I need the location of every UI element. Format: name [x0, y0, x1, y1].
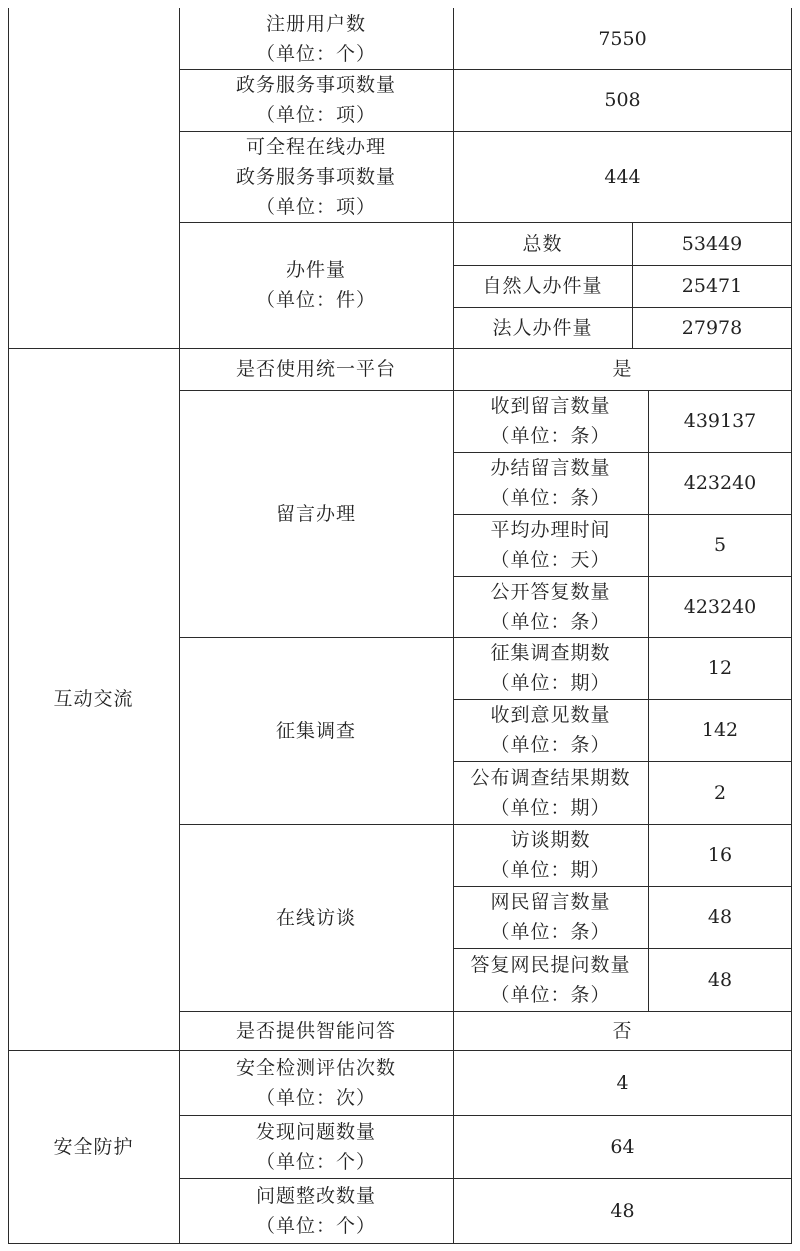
sub-label-legal-person: 法人办件量 [492, 316, 593, 339]
table-divider [453, 948, 792, 949]
sub-label-avg-time [453, 514, 648, 576]
value-security-checks: 4 [616, 1071, 629, 1094]
row-label-unified-platform: 是否使用统一平台 [235, 358, 396, 380]
row-label-problems-found [179, 1115, 453, 1178]
label-text: 公布调查结果期数 [470, 766, 631, 789]
row-label-online-items [179, 131, 453, 222]
sub-label-natural-person: 自然人办件量 [482, 275, 603, 297]
table-divider [179, 637, 792, 638]
table-border [791, 8, 792, 1244]
row-label-security-checks [179, 1050, 453, 1115]
value-interview-periods: 16 [707, 844, 733, 866]
value-survey-periods: 12 [707, 657, 733, 679]
label-text: 收到意见数量 [490, 704, 611, 726]
sub-label-replies-to-netizens [453, 948, 648, 1011]
table-divider [453, 576, 792, 577]
unit-text: （单位：条） [490, 734, 611, 756]
value-unified-platform: 是 [612, 358, 633, 380]
value-opinions: 142 [701, 719, 739, 741]
table-divider [179, 390, 792, 391]
table-divider [179, 222, 792, 223]
label-text: 注册用户数 [265, 12, 366, 35]
table-divider [179, 131, 792, 132]
unit-text: （单位：期） [490, 796, 611, 819]
table-cell [8, 8, 179, 348]
label-text: 可全程在线办理 [245, 135, 386, 158]
unit-text: （单位：条） [490, 610, 611, 633]
label-text: 收到留言数量 [490, 395, 611, 417]
group-label-interview: 在线访谈 [275, 906, 356, 929]
row-label-problems-fixed [179, 1178, 453, 1243]
label-text: 办结留言数量 [490, 457, 611, 479]
sub-label-closed-messages [453, 452, 648, 514]
unit-text: （单位：件） [255, 289, 376, 311]
value-avg-time: 5 [713, 534, 727, 556]
table-divider [453, 452, 792, 453]
value-service-items: 508 [604, 89, 641, 111]
table-divider [179, 824, 792, 825]
sub-label-netizen-messages [453, 886, 648, 948]
label-text: 访谈期数 [510, 829, 591, 851]
value-online-items: 444 [604, 165, 641, 188]
table-divider [453, 699, 792, 700]
label-text: 征集调查期数 [490, 642, 611, 664]
value-natural-person: 25471 [681, 275, 743, 297]
label-text: 平均办理时间 [490, 519, 611, 541]
label-text: 办件量 [285, 259, 346, 281]
unit-text: （单位：期） [490, 672, 611, 694]
unit-text: （单位：条） [490, 487, 611, 509]
table-divider [453, 265, 792, 266]
value-problems-found: 64 [610, 1135, 635, 1158]
unit-text: （单位：次） [255, 1086, 376, 1109]
label-text: 问题整改数量 [255, 1184, 376, 1207]
table-divider [179, 1115, 792, 1116]
unit-text: （单位：条） [490, 921, 611, 943]
value-received-messages: 439137 [683, 410, 757, 432]
table-border [8, 1243, 792, 1244]
value-smart-qa: 否 [612, 1019, 633, 1042]
table-divider [453, 761, 792, 762]
sub-label-published-results [453, 761, 648, 824]
unit-text: （单位：条） [490, 983, 611, 1006]
table-divider [8, 348, 792, 349]
table-divider [453, 8, 454, 1244]
sub-label-public-replies [453, 576, 648, 637]
table-divider [648, 390, 649, 1011]
row-label-service-items [179, 69, 453, 131]
section-label-interaction: 互动交流 [53, 688, 134, 710]
unit-text: （单位：项） [255, 195, 376, 218]
group-label-survey: 征集调查 [275, 719, 356, 742]
table-divider [453, 307, 792, 308]
value-closed-messages: 423240 [683, 472, 757, 494]
value-total: 53449 [681, 232, 743, 255]
label-text: 答复网民提问数量 [470, 953, 631, 976]
value-published-results: 2 [713, 781, 727, 804]
group-label-messages: 留言办理 [275, 502, 356, 525]
table-divider [453, 886, 792, 887]
unit-text: （单位：天） [490, 549, 611, 571]
value-legal-person: 27978 [681, 316, 743, 339]
unit-text: （单位：期） [490, 859, 611, 881]
row-label-handling-volume [179, 222, 453, 348]
unit-text: （单位：项） [255, 104, 376, 126]
label-text: 网民留言数量 [490, 891, 611, 913]
row-label-registered-users [179, 8, 453, 69]
table-divider [453, 514, 792, 515]
label-text: 发现问题数量 [255, 1120, 376, 1143]
value-registered-users: 7550 [598, 27, 647, 50]
value-replies-to-netizens: 48 [707, 968, 733, 991]
unit-text: （单位：个） [255, 1150, 376, 1173]
table-divider [632, 222, 633, 348]
table-border [8, 8, 9, 1244]
label-text: 安全检测评估次数 [235, 1056, 396, 1079]
value-netizen-messages: 48 [707, 906, 733, 928]
section-label-security: 安全防护 [53, 1135, 134, 1158]
label-text: 政务服务事项数量 [235, 165, 396, 188]
unit-text: （单位：个） [255, 42, 376, 65]
table-divider [179, 69, 792, 70]
sub-label-opinions [453, 699, 648, 761]
row-label-smart-qa: 是否提供智能问答 [235, 1019, 396, 1042]
table-divider [8, 1050, 792, 1051]
value-problems-fixed: 48 [610, 1199, 635, 1222]
sub-label-survey-periods [453, 637, 648, 699]
sub-label-interview-periods [453, 824, 648, 886]
label-text: 政务服务事项数量 [235, 74, 396, 96]
table-divider [179, 1178, 792, 1179]
value-public-replies: 423240 [683, 595, 757, 618]
label-text: 公开答复数量 [490, 580, 611, 603]
unit-text: （单位：条） [490, 425, 611, 447]
sub-label-received-messages [453, 390, 648, 452]
table-divider [179, 1011, 792, 1012]
unit-text: （单位：个） [255, 1214, 376, 1237]
table-divider [179, 8, 180, 1244]
sub-label-total: 总数 [522, 232, 563, 255]
